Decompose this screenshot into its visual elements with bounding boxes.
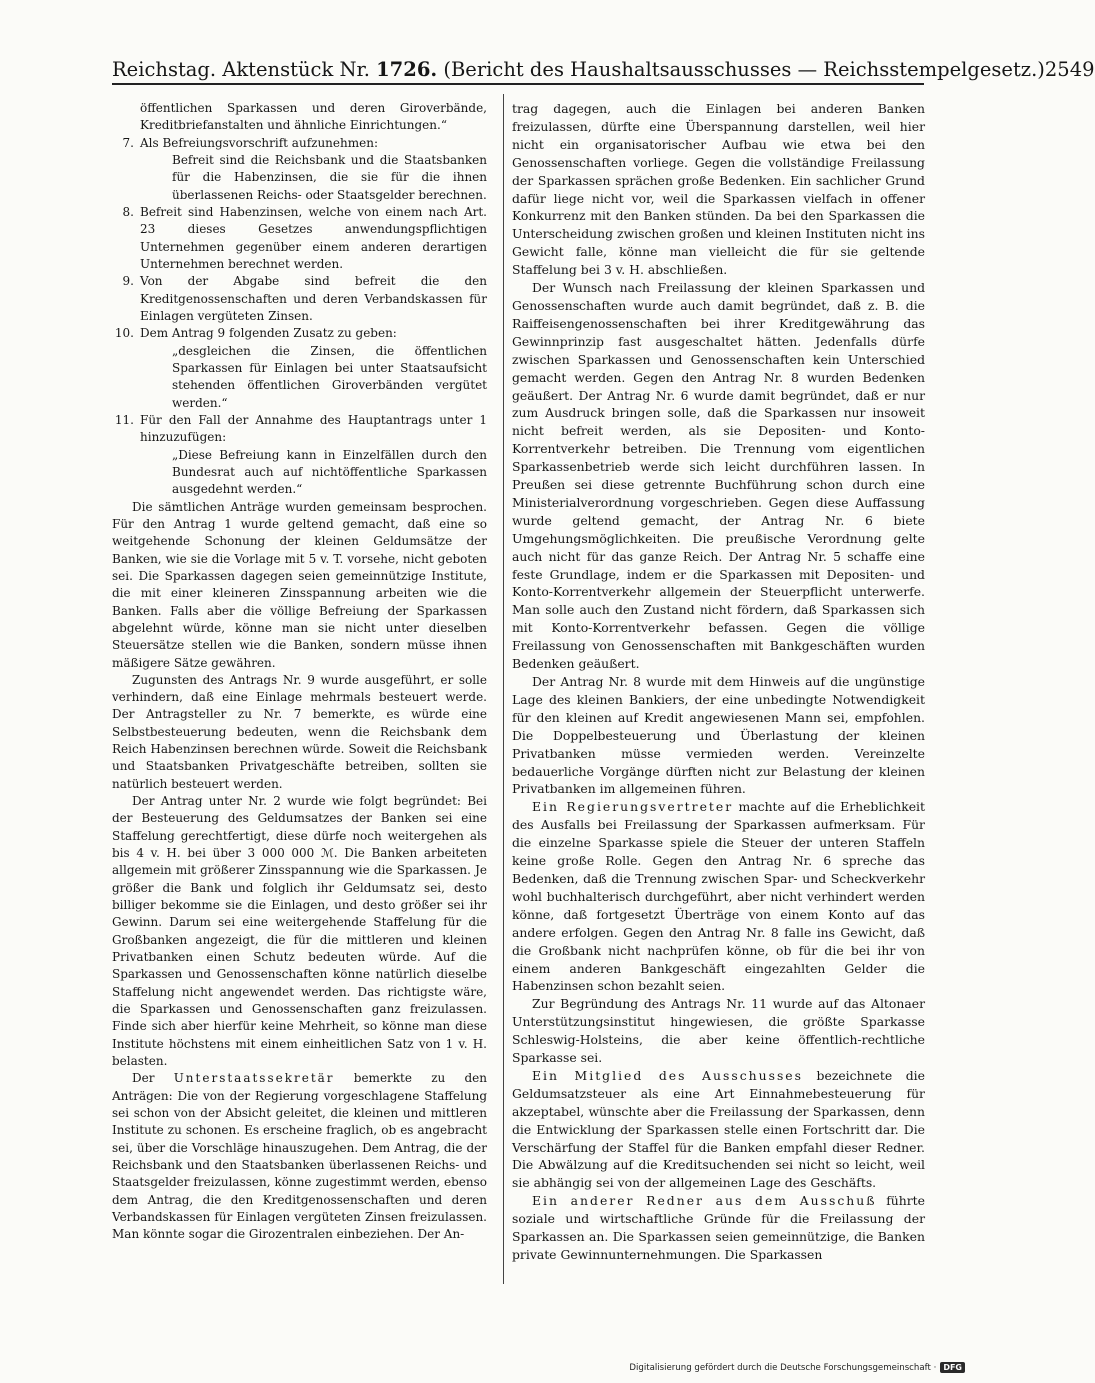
item-text: Dem Antrag 9 folgenden Zusatz zu geben: (140, 326, 397, 341)
speaker-name: Ein anderer Redner aus dem Ausschuß (532, 1193, 877, 1209)
header-left: Reichstag. Aktenstück Nr. (112, 58, 377, 81)
right-column (512, 100, 925, 1264)
text-run: machte auf die Erheblichkeit des Ausfalls bei Freilassung der Sparkassen aufmerksam. Für die einzelne Sparkasse spiele die Steuer der unteren Staffeln keine große Rolle. Gegen den Antrag Nr. 6 spreche das Bedenken, daß die Trennung zwischen Spar- und Scheckverkehr wohl buchhalterisch durchgeführt, aber nicht verhindert werden könne, daß fortgesetzt Überträge von einem Konto auf das andere erfolgen. Gegen den Antrag Nr. 8 falle ins Gewicht, daß die Großbank nicht nachprüfen könne, ob für die bei ihr von einem anderen Bankgeschäft eingezahlten Gelder die Habenzinsen schon bezahlt seien. (512, 799, 925, 994)
dfg-logo: DFG (940, 1362, 965, 1373)
list-item (112, 135, 487, 204)
speaker-name: Unterstaatssekretär (173, 1071, 335, 1086)
item-number: 7. (122, 135, 134, 150)
paragraph: öffentlichen Sparkassen und deren Giroverbände, Kreditbriefanstalten und ähnliche Einrichtungen.“ (140, 101, 487, 133)
list-item (112, 325, 487, 412)
text-run: bezeichnete die Geldumsatzsteuer als eine Art Einnahmebesteuerung für akzeptabel, wünschte aber die Freilassung der Sparkassen, denn die Entwicklung der Sparkassen stelle einen Fortschritt dar. Die Verschärfung der Staffel für die Banken empfahl dieser Redner. Die Abwälzung auf die Kreditsuchenden sei nicht so leicht, weil sie abhängig sei von der allgemeinen Lage des Geschäfts. (512, 1067, 925, 1191)
paragraph (512, 798, 925, 995)
item-text: Von der Abgabe sind befreit die den Kreditgenossenschaften und deren Verbandskassen für Einlagen vergüteten Zinsen. (140, 274, 487, 323)
paragraph: Der Wunsch nach Freilassung der kleinen Sparkassen und Genossenschaften wurde auch damit begründet, daß z. B. die Raiffeisengenossenschaften bei ihrer Kreditgewährung das Gewinnprinzip fast ausgeschaltet hätten. Jedenfalls dürfe zwischen Sparkassen und Genossenschaften kein Unterschied gemacht werden. Gegen den Antrag Nr. 8 wurden Bedenken geäußert. Der Antrag Nr. 6 wurde damit begründet, daß er nur zum Ausdruck bringen solle, daß die Sparkassen nur insoweit nicht befreit werden, als sie Depositen- und Konto-Korrentverkehr betreiben. Die Trennung vom eigentlichen Sparkassenbetrieb werde sich leicht durchführen lassen. In Preußen sei diese getrennte Buchführung schon durch eine Ministerialverordnung vorgeschrieben. Gegen diese Auffassung wurde geltend gemacht, der Antrag Nr. 6 biete Umgehungsmöglichkeiten. Die preußische Verordnung gelte auch nicht für das ganze Reich. Der Antrag Nr. 5 schaffe eine feste Grundlage, indem er die Sparkassen mit Depositen- und Konto-Korrentverkehr allgemein der Steuerpflicht unterwerfe. Man solle auch den Zustand nicht fördern, daß Sparkassen sich mit Konto-Korrentverkehr befassen. Gegen die völlige Freilassung von Genossenschaften mit Bankgeschäften wurden Bedenken geäußert. (512, 280, 925, 672)
item-number: 11. (114, 412, 134, 427)
paragraph: trag dagegen, auch die Einlagen bei anderen Banken freizulassen, dürfte eine Überspannung darstellen, weil hier nicht ein organisatorischer Aufbau wie etwa bei den Genossenschaften vorliege. Gegen die vollständige Freilassung der Sparkassen sprächen große Bedenken. Ein sachlicher Grund dafür liege nicht vor, weil die Sparkassen vielfach in offener Konkurrenz mit den Banken stünden. Da bei den Sparkassen die Unterscheidung zwischen großen und kleinen Instituten nicht ins Gewicht falle, könne man vielleicht die für sie geltende Staffelung bei 3 v. H. abschließen. (512, 101, 925, 278)
paragraph: Zugunsten des Antrags Nr. 9 wurde ausgeführt, er solle verhindern, daß eine Einlage mehrmals besteuert werde. Der Antragsteller zu Nr. 7 bemerkte, es würde eine Selbstbesteuerung bedeuten, wenn die Reichsbank dem Reich Habenzinsen berechnen würde. Soweit die Reichsbank und Staatsbanken Privatgeschäfte betreiben, sollten sie natürlich besteuert werden. (112, 672, 487, 791)
speaker-name: Ein Mitglied des Ausschusses (532, 1067, 803, 1083)
item-text: Befreit sind Habenzinsen, welche von einem nach Art. 23 dieses Gesetzes anwendungspflichtigen Unternehmen gegenüber einem anderen derartigen Unternehmen berechnet werden. (140, 204, 487, 271)
item-number: 8. (122, 204, 134, 219)
document-number: 1726. (376, 58, 438, 81)
paragraph (112, 1070, 487, 1243)
item-quote: Befreit sind die Reichsbank und die Staatsbanken für die Habenzinsen, die sie für die ihnen überlassenen Reichs- oder Staatsgelder berechnen. (172, 152, 487, 202)
page-number: 2549 (1044, 58, 1095, 81)
list-item (112, 204, 487, 273)
digitization-credit (585, 1362, 965, 1373)
text-run: führte soziale und wirtschaftliche Gründe für die Freilassung der Sparkassen an. Die Sparkassen seien gemeinnützige, die Banken private Gewinnunternehmungen. Die Sparkassen (512, 1193, 925, 1262)
item-text: Als Befreiungsvorschrift aufzunehmen: (140, 135, 378, 150)
paragraph (512, 1192, 925, 1264)
list-item (112, 273, 487, 325)
left-column (112, 100, 487, 1244)
paragraph: Die sämtlichen Anträge wurden gemeinsam besprochen. Für den Antrag 1 wurde geltend gemacht, daß eine so weitgehende Schonung der kleinen Geldumsätze der Banken, wie sie die Vorlage mit 5 v. T. vorsehe, nicht geboten sei. Die Sparkassen dagegen seien gemeinnützige Institute, die mit einer kleineren Zinsspannung arbeiten wie die Banken. Falls aber die völlige Befreiung der Sparkassen abgelehnt würde, könne man sie nicht unter dieselben Steuersätze stellen wie die Banken, sondern müsse ihnen mäßigere Sätze gewähren. (112, 499, 487, 670)
column-divider (503, 94, 504, 1284)
text-run: bemerkte zu den Anträgen: Die von der Regierung vorgeschlagene Staffelung sei schon von der Absicht geleitet, die kleinen und mittleren Institute zu schonen. Es erscheine fraglich, ob es angebracht sei, über die Vorschläge hinauszugehen. Dem Antrag, die der Reichsbank und den Staatsbanken überlassenen Reichs- und Staatsgelder freizulassen, könne zugestimmt werden, ebenso dem Antrag, die den Kreditgenossenschaften und deren Verbandskassen für Einlagen vergüteten Zinsen freizulassen. Man könnte sogar die Girozentralen einbeziehen. Der An- (112, 1071, 487, 1242)
item-text: Für den Fall der Annahme des Hauptantrags unter 1 hinzuzufügen: (140, 412, 487, 445)
header-title (112, 58, 1045, 81)
text-run: Der (132, 1071, 174, 1086)
item-quote: „desgleichen die Zinsen, die öffentlichen Sparkassen für Einlagen bei unter Staatsaufsicht stehenden öffentlichen Giroverbänden vergütet werden.“ (172, 343, 487, 410)
list-item (112, 412, 487, 499)
speaker-name: Ein Regierungsvertreter (532, 799, 734, 815)
item-quote: „Diese Befreiung kann in Einzelfällen durch den Bundesrat auch auf nichtöffentliche Sparkassen ausgedehnt werden.“ (172, 447, 487, 497)
header-subtitle: (Bericht des Haushaltsausschusses — Reichsstempelgesetz.) (437, 58, 1045, 81)
item-number: 9. (122, 274, 134, 289)
item-number: 10. (114, 326, 134, 341)
paragraph (512, 1067, 925, 1192)
credit-text: Digitalisierung gefördert durch die Deutsche Forschungsgemeinschaft · (629, 1362, 937, 1373)
paragraph: Zur Begründung des Antrags Nr. 11 wurde auf das Altonaer Unterstützungsinstitut hingewiesen, die größte Sparkasse Schleswig-Holsteins, die aber keine öffentlich-rechtliche Sparkasse sei. (512, 996, 925, 1066)
running-header (112, 58, 1095, 85)
paragraph: Der Antrag unter Nr. 2 wurde wie folgt begründet: Bei der Besteuerung des Geldumsatzes der Banken sei eine Staffelung gerechtfertigt, diese dürfe noch weitergehen als bis 4 v. H. bei über 3 000 000 ℳ. Die Banken arbeiteten allgemein mit größerer Zinsspannung wie die Sparkassen. Je größer die Bank und folglich ihr Geldumsatz sei, desto billiger bekomme sie die Einlagen, und desto größer sei ihr Gewinn. Darum sei eine weitergehende Staffelung für die Großbanken angezeigt, die für die mittleren und kleinen Privatbanken einen Schutz bedeuten würde. Auf die Sparkassen und Genossenschaften könne natürlich dieselbe Staffelung nicht angewendet werden. Das richtigste wäre, die Sparkassen und Genossenschaften ganz freizulassen. Finde sich aber hierfür keine Mehrheit, so könne man diese Institute höchstens mit einem einheitlichen Satz von 1 v. H. belasten. (112, 794, 487, 1069)
paragraph: Der Antrag Nr. 8 wurde mit dem Hinweis auf die ungünstige Lage des kleinen Bankiers, der eine unbedingte Notwendigkeit für den kleinen auf Kredit angewiesenen Mann sei, empfohlen. Die Doppelbesteuerung und Überlastung der kleinen Privatbanken müsse vermieden werden. Vereinzelte bedauerliche Vorgänge dürften nicht zur Belastung der kleinen Privatbanken im allgemeinen führen. (512, 674, 925, 797)
